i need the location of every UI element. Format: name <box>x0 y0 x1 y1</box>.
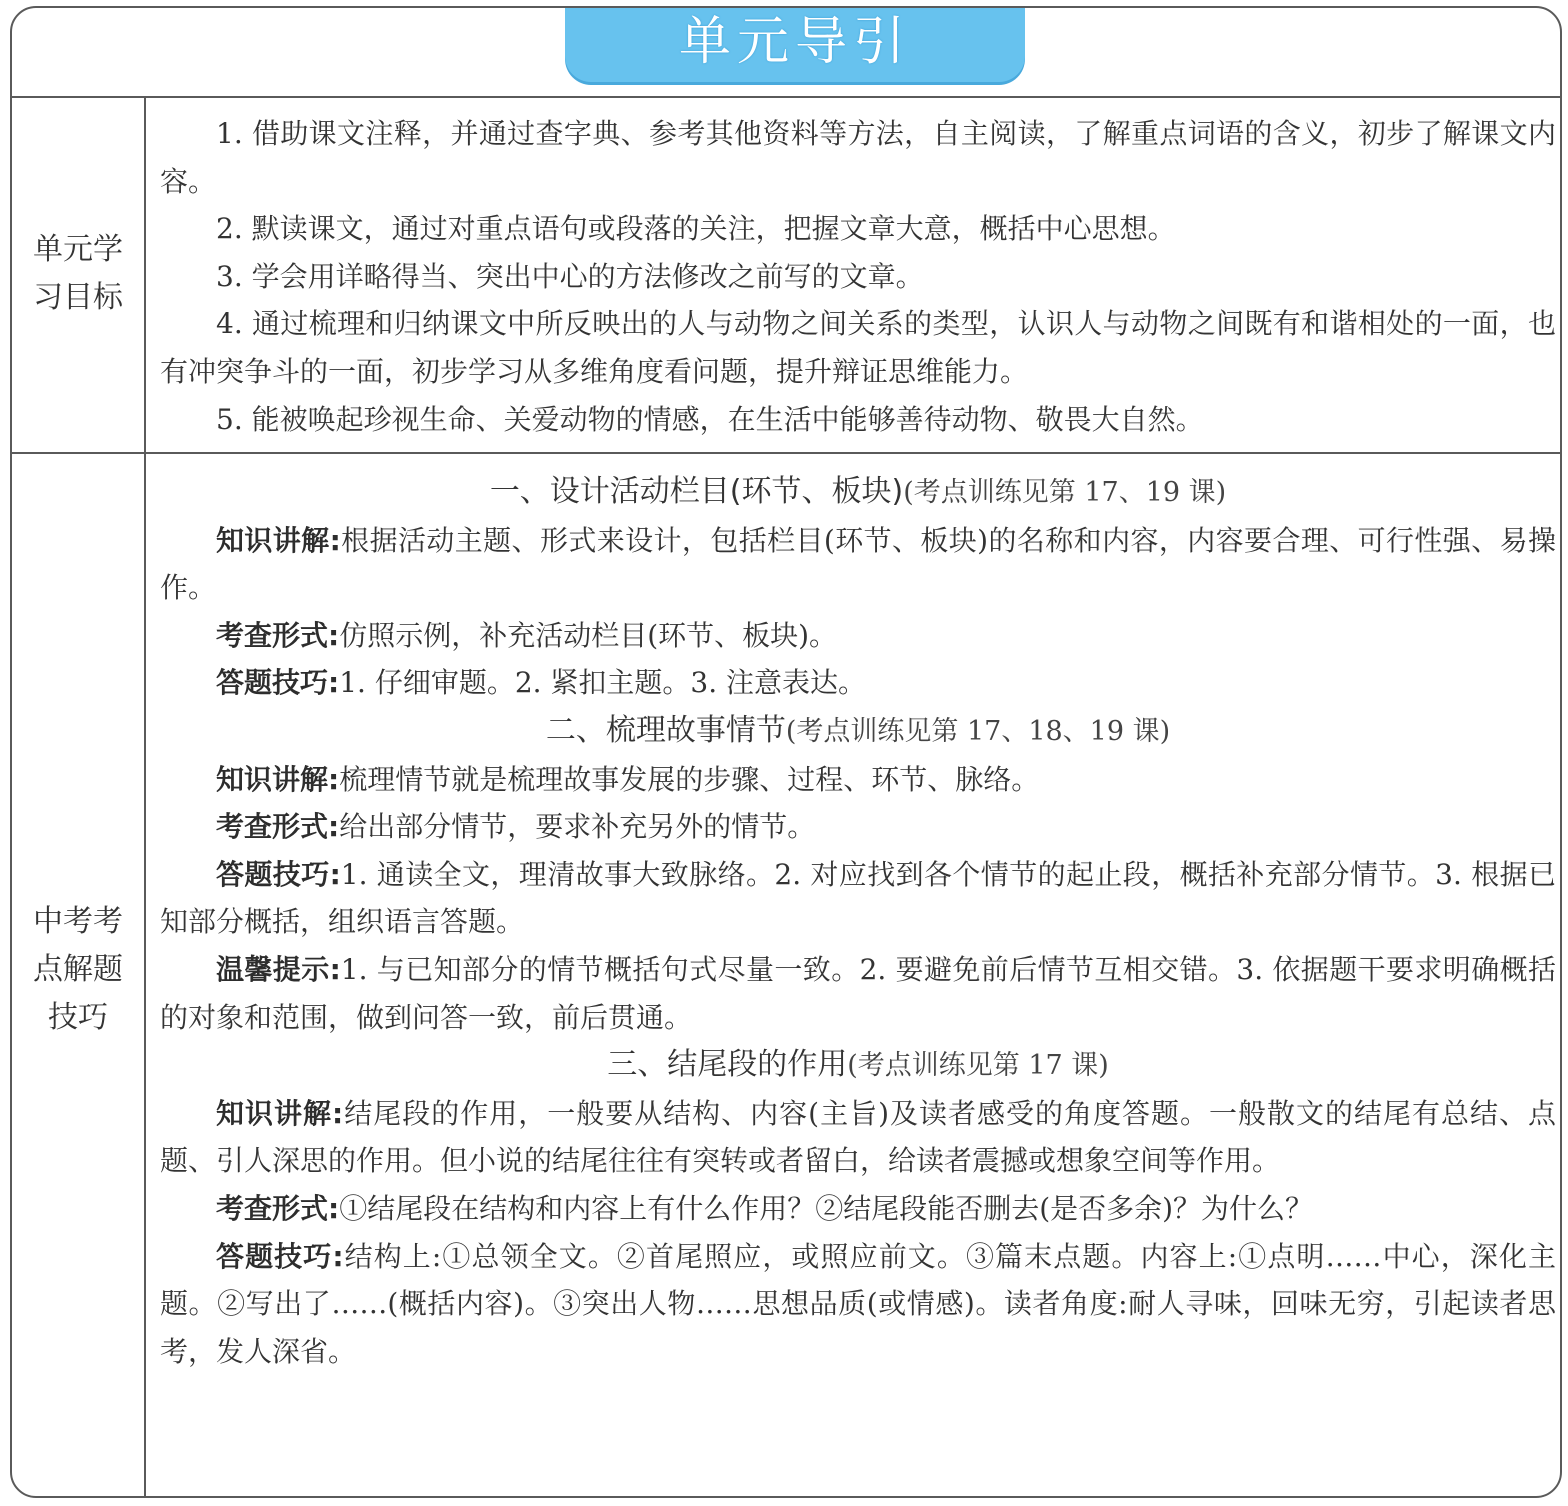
banner-title: 单元导引 <box>678 12 911 72</box>
section-heading: 二、梳理故事情节(考点训练见第 17、18、19 课) <box>545 712 1171 748</box>
skill-item <box>160 1185 1556 1233</box>
label-column-divider <box>144 96 146 1498</box>
skill-item <box>160 612 1556 660</box>
item-key: 考查形式: <box>216 1191 340 1225</box>
learning-goals-label <box>12 226 144 322</box>
section-heading: 三、结尾段的作用(考点训练见第 17 课) <box>607 1047 1109 1083</box>
item-text: 1. 仔细审题。2. 紧扣主题。3. 注意表达。 <box>339 666 867 700</box>
label-line: 中考考 <box>33 904 123 939</box>
item-key: 考查形式: <box>216 618 340 652</box>
item-key: 考查形式: <box>216 810 340 844</box>
label-line: 单元学 <box>33 232 123 267</box>
item-key: 答题技巧: <box>216 857 341 891</box>
item-key: 知识讲解: <box>216 1096 344 1130</box>
goal-item: 1. 借助课文注释，并通过查字典、参考其他资料等方法，自主阅读，了解重点词语的含义，初步了解课文内容。 <box>160 117 1556 198</box>
item-text: ①结尾段在结构和内容上有什么作用？②结尾段能否删去(是否多余)？为什么？ <box>339 1191 1314 1225</box>
learning-goals-content <box>160 110 1556 443</box>
section-reference: (考点训练见第 17、18、19 课) <box>785 715 1171 747</box>
section-heading: 一、设计活动栏目(环节、板块)(考点训练见第 17、19 课) <box>489 474 1227 509</box>
item-key: 温馨提示: <box>216 952 341 986</box>
section-reference: (考点训练见第 17、19 课) <box>903 477 1227 508</box>
exam-skills-label <box>12 898 144 1042</box>
skill-item <box>160 1090 1556 1185</box>
item-text: 1. 通读全文，理清故事大致脉络。2. 对应找到各个情节的起止段，概括补充部分情节。3. 根据已知部分概括，组织语言答题。 <box>160 857 1556 939</box>
skill-item <box>160 659 1556 707</box>
item-text: 1. 与已知部分的情节概括句式尽量一致。2. 要避免前后情节互相交错。3. 依据题干要求明确概括的对象和范围，做到问答一致，前后贯通。 <box>160 952 1556 1034</box>
row-divider <box>12 452 1562 454</box>
item-text: 给出部分情节，要求补充另外的情节。 <box>339 810 816 844</box>
label-line: 习目标 <box>33 280 123 315</box>
item-text: 结构上:①总领全文。②首尾照应，或照应前文。③篇末点题。内容上:①点明……中心，深化主题。②写出了……(概括内容)。③突出人物……思想品质(或情感)。读者角度:耐人寻味，回味无穷，引起读者思考，发人深省。 <box>160 1239 1556 1368</box>
label-line: 点解题 <box>33 952 123 987</box>
skill-item <box>160 851 1556 946</box>
item-text: 根据活动主题、形式来设计，包括栏目(环节、板块)的名称和内容，内容要合理、可行性强、易操作。 <box>160 523 1556 605</box>
skill-item <box>160 803 1556 851</box>
header-divider <box>12 96 1562 98</box>
item-key: 知识讲解: <box>216 523 341 557</box>
item-text: 梳理情节就是梳理故事发展的步骤、过程、环节、脉络。 <box>339 762 1040 796</box>
label-line: 技巧 <box>48 1000 108 1035</box>
section-reference: (考点训练见第 17 课) <box>847 1050 1109 1082</box>
goal-item: 2. 默读课文，通过对重点语句或段落的关注，把握文章大意，概括中心思想。 <box>216 212 1176 246</box>
unit-guide-panel <box>10 6 1562 1498</box>
skill-item <box>160 1233 1556 1376</box>
skill-item <box>160 517 1556 612</box>
skill-item <box>160 756 1556 804</box>
item-key: 答题技巧: <box>216 1239 344 1273</box>
item-key: 知识讲解: <box>216 762 340 796</box>
item-text: 结尾段的作用，一般要从结构、内容(主旨)及读者感受的角度答题。一般散文的结尾有总结、点题、引人深思的作用。但小说的结尾往往有突转或者留白，给读者震撼或想象空间等作用。 <box>160 1096 1556 1178</box>
skill-item <box>160 946 1556 1041</box>
item-key: 答题技巧: <box>216 666 340 700</box>
goal-item: 5. 能被唤起珍视生命、关爱动物的情感，在生活中能够善待动物、敬畏大自然。 <box>216 402 1204 436</box>
goal-item: 3. 学会用详略得当、突出中心的方法修改之前写的文章。 <box>216 259 924 293</box>
title-banner <box>565 8 1025 82</box>
goal-item: 4. 通过梳理和归纳课文中所反映出的人与动物之间关系的类型，认识人与动物之间既有和谐相处的一面，也有冲突争斗的一面，初步学习从多维角度看问题，提升辩证思维能力。 <box>160 307 1556 388</box>
exam-skills-content <box>160 468 1556 1375</box>
item-text: 仿照示例，补充活动栏目(环节、板块)。 <box>339 618 838 652</box>
